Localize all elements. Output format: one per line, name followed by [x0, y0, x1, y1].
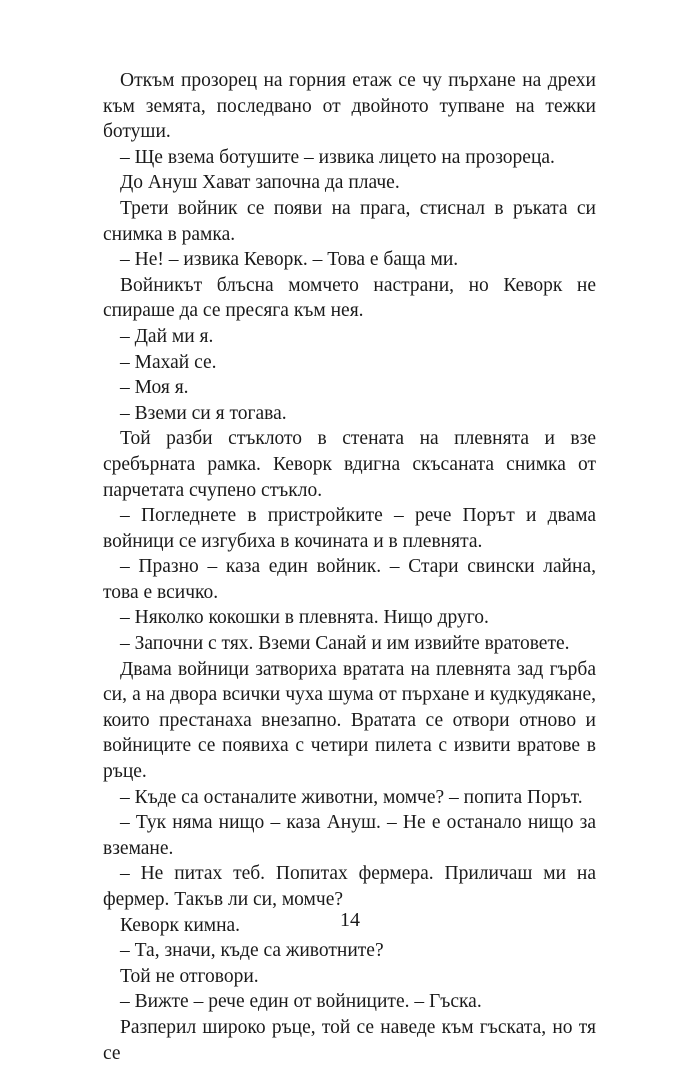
- paragraph: До Ануш Хават започна да плаче.: [120, 172, 400, 194]
- paragraph: Войникът блъсна момчето настрани, но Кеворк не спираше да се пресяга към нея.: [103, 274, 596, 322]
- paragraph: – Вижте – рече един от войниците. – Гъска.: [120, 991, 482, 1013]
- paragraph: – Моя я.: [120, 377, 189, 399]
- paragraph: – Тук няма нищо – каза Ануш. – Не е останало нищо за вземане.: [103, 812, 596, 859]
- paragraph: – Празно – каза един войник. – Стари свински лайна, това е всичко.: [103, 556, 596, 603]
- paragraph: Разперил широко ръце, той се наведе към гъската, но тя се: [103, 1016, 596, 1064]
- paragraph: Той не отговори.: [120, 965, 259, 987]
- paragraph: – Та, значи, къде са животните?: [120, 940, 384, 962]
- paragraph: – Дай ми я.: [120, 325, 214, 347]
- paragraph: Откъм прозорец на горния етаж се чу пърхане на дрехи към земята, последвано от двойното тупване на тежки ботуши.: [103, 70, 596, 143]
- paragraph: – Не! – извика Кеворк. – Това е баща ми.: [120, 249, 459, 271]
- paragraph: – Погледнете в пристройките – рече Порът и двама войници се изгубиха в кочината и в плевнята.: [103, 505, 596, 552]
- paragraph: Двама войници затвориха вратата на плевнята зад гърба си, а на двора всички чуха шума от пърхане и кудкудякане, които престанаха внезапно. Вратата се отвори отново и войниците се появиха с четири пилета с извити вратове в ръце.: [103, 658, 596, 783]
- paragraph: – Вземи си я тогава.: [120, 402, 287, 424]
- paragraph: – Няколко кокошки в плевнята. Нищо друго.: [120, 607, 489, 629]
- paragraph: Трети войник се появи на прага, стиснал в ръката си снимка в рамка.: [103, 197, 596, 245]
- paragraph: Кеворк кимна.: [120, 914, 241, 936]
- paragraph: – Ще взема ботушите – извика лицето на прозореца.: [120, 146, 555, 168]
- page-number: 14: [340, 909, 360, 931]
- paragraph: – Не питах теб. Попитах фермера. Приличаш ми на фермер. Такъв ли си, момче?: [103, 863, 596, 910]
- paragraph: – Къде са останалите животни, момче? – попита Порът.: [120, 786, 583, 808]
- paragraph: – Махай се.: [120, 351, 217, 373]
- paragraph: Той разби стъклото в стената на плевнята и взе сребърната рамка. Кеворк вдигна скъсаната снимка от парчетата счупено стъкло.: [103, 428, 596, 501]
- paragraph: – Започни с тях. Вземи Санай и им извийте вратовете.: [120, 633, 570, 655]
